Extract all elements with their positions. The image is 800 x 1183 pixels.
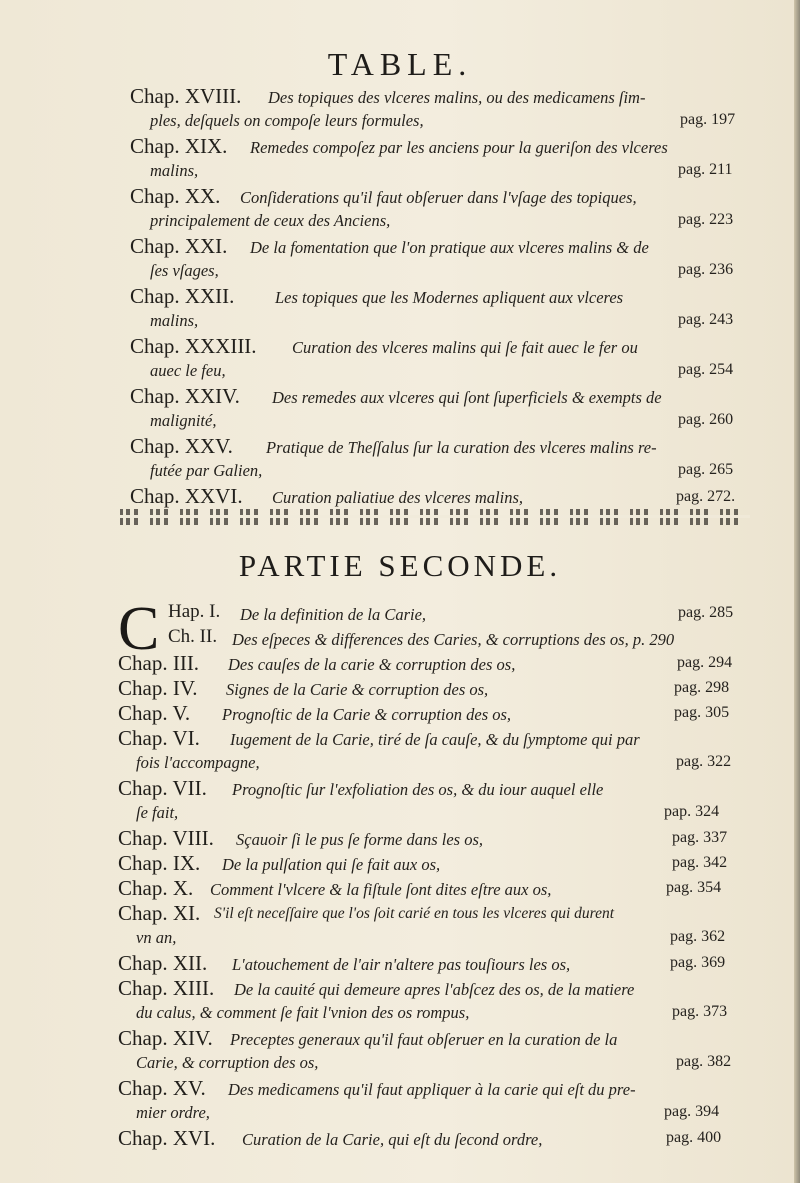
page-reference: pag. 369 <box>670 954 726 971</box>
toc-entry <box>0 234 800 284</box>
chapter-number: Chap. XIII. <box>118 976 215 1000</box>
toc-entry <box>0 1026 800 1076</box>
toc-entry <box>0 1126 800 1151</box>
chapter-number: Chap. XXIV. <box>130 384 240 408</box>
chapter-number: Chap. XXVI. <box>130 484 243 508</box>
chapter-title-cont: ples, deſquels on compoſe leurs formules, <box>150 111 424 130</box>
page-reference: pag. 265 <box>678 461 734 478</box>
chapter-number: Chap. XX. <box>130 184 221 208</box>
chapter-title: Des eſpeces & differences des Caries, & corruptions des os, p. 290 <box>232 630 675 649</box>
chapter-title: Curation de la Carie, qui eſt du ſecond ordre, <box>242 1130 543 1149</box>
chapter-number: Chap. XII. <box>118 951 208 975</box>
part-heading: PARTIE SECONDE. <box>238 548 562 583</box>
chapter-number: Chap. IX. <box>118 851 201 875</box>
chapter-number: Chap. VII. <box>118 776 207 800</box>
page-reference: pag. 362 <box>670 928 726 945</box>
page-reference: pag. 211 <box>678 161 733 178</box>
chapter-number: Chap. XXII. <box>130 284 235 308</box>
chapter-title: De la definition de la Carie, <box>240 605 427 624</box>
chapter-title-cont: futée par Galien, <box>150 461 263 480</box>
chapter-number: Chap. VIII. <box>118 826 214 850</box>
toc-entry <box>0 1076 800 1126</box>
page-reference: pag. 285 <box>678 604 734 621</box>
chapter-title: Des remedes aux vlceres qui ſont ſuperficiels & exempts de <box>272 388 662 407</box>
drop-cap-letter: C <box>118 595 160 663</box>
page-reference: pag. 394 <box>664 1103 720 1120</box>
chapter-number: Chap. XIX. <box>130 134 228 158</box>
chapter-title: De la fomentation que l'on pratique aux vlceres malins & de <box>250 238 649 257</box>
chapter-number: Chap. XXXIII. <box>130 334 257 358</box>
toc-entry <box>0 601 800 626</box>
chapter-title: Comment l'vlcere & la fiſtule ſont dites eſtre aux os, <box>210 880 552 899</box>
chapter-number: Chap. X. <box>118 876 194 900</box>
page-reference: pag. 373 <box>672 1003 728 1020</box>
page-reference: pag. 382 <box>676 1053 732 1070</box>
chapter-title-cont: malins, <box>150 161 199 180</box>
chapter-title: Iugement de la Carie, tiré de ſa cauſe, & du ſymptome qui par <box>230 730 640 749</box>
page-title: TABLE. <box>327 46 473 82</box>
toc-entry <box>0 851 800 876</box>
page-reference: pag. 294 <box>677 654 733 671</box>
page-reference: pag. 236 <box>678 261 734 278</box>
page-reference: pag. 254 <box>678 361 734 378</box>
chapter-title: Conſiderations qu'il faut obſeruer dans l'vſage des topiques, <box>240 188 637 207</box>
chapter-title-cont: ſes vſages, <box>150 261 219 280</box>
chapter-title: Signes de la Carie & corruption des os, <box>226 680 489 699</box>
chapter-title: De la pulſation qui ſe fait aux os, <box>222 855 441 874</box>
toc-entry <box>0 434 800 484</box>
toc-entry <box>0 626 800 651</box>
chapter-title: Des cauſes de la carie & corruption des os, <box>228 655 516 674</box>
toc-entry <box>0 876 800 901</box>
chapter-title: Des medicamens qu'il faut appliquer à la carie qui eſt du pre- <box>228 1080 636 1099</box>
chapter-number: Chap. VI. <box>118 726 200 750</box>
chapter-title: Des topiques des vlceres malins, ou des medicamens ſim- <box>268 88 646 107</box>
toc-entry <box>0 776 800 826</box>
page-reference: pag. 354 <box>666 879 722 896</box>
chapter-title-cont: fois l'accompagne, <box>136 753 260 772</box>
chapter-title-cont: principalement de ceux des Anciens, <box>150 211 391 230</box>
chapter-title: Curation paliatiue des vlceres malins, <box>272 488 523 507</box>
page-reference: pag. 400 <box>666 1129 722 1146</box>
page-reference: pag. 337 <box>672 829 728 846</box>
toc-entry <box>0 334 800 384</box>
chapter-title-cont: malins, <box>150 311 199 330</box>
chapter-title-cont: ſe fait, <box>136 803 179 822</box>
toc-entry <box>0 651 800 676</box>
toc-entry <box>0 701 800 726</box>
toc-entry <box>0 976 800 1026</box>
page-reference: pag. 197 <box>680 111 736 128</box>
chapter-title-cont: auec le feu, <box>150 361 226 380</box>
chapter-title: Preceptes generaux qu'il faut obſeruer en la curation de la <box>230 1030 618 1049</box>
page-reference: pag. 243 <box>678 311 734 328</box>
chapter-number: Chap. XXV. <box>130 434 233 458</box>
chapter-number: Chap. XXI. <box>130 234 228 258</box>
page-reference: pap. 324 <box>664 803 720 820</box>
chapter-number: Chap. XVIII. <box>130 84 242 108</box>
chapter-title: Remedes compoſez par les anciens pour la gueriſon des vlceres <box>250 138 668 157</box>
chapter-title: Sçauoir ſi le pus ſe forme dans les os, <box>236 830 484 849</box>
toc-entry <box>0 676 800 701</box>
chapter-number: Chap. XI. <box>118 901 201 925</box>
chapter-number: Chap. XIV. <box>118 1026 213 1050</box>
chapter-title-cont: vn an, <box>136 928 177 947</box>
ornamental-divider <box>120 509 750 525</box>
chapter-number: Chap. III. <box>118 651 200 675</box>
chapter-number: Ch. II. <box>168 626 218 647</box>
toc-entry <box>0 384 800 434</box>
chapter-title: Curation des vlceres malins qui ſe fait auec le fer ou <box>292 338 638 357</box>
chapter-title: L'atouchement de l'air n'altere pas touſiours les os, <box>232 955 571 974</box>
chapter-title: De la cauité qui demeure apres l'abſcez des os, de la matiere <box>234 980 635 999</box>
toc-part2 <box>0 601 800 1151</box>
chapter-title-cont: mier ordre, <box>136 1103 210 1122</box>
toc-entry <box>0 284 800 334</box>
chapter-title-cont: du calus, & comment ſe fait l'vnion des os rompus, <box>136 1003 470 1022</box>
chapter-title: S'il eſt neceſſaire que l'os ſoit carié en tous les vlceres qui durent <box>214 905 615 922</box>
toc-entry <box>0 134 800 184</box>
chapter-title-cont: Carie, & corruption des os, <box>136 1053 319 1072</box>
chapter-number: Chap. IV. <box>118 676 198 700</box>
toc-entry <box>0 84 800 134</box>
page-reference: pag. 322 <box>676 753 732 770</box>
toc-part1 <box>0 84 800 514</box>
toc-entry <box>0 901 800 951</box>
toc-entry <box>0 184 800 234</box>
chapter-number: Hap. I. <box>168 601 221 622</box>
chapter-number: Chap. XV. <box>118 1076 206 1100</box>
page-reference: pag. 298 <box>674 679 730 696</box>
chapter-title: Prognoſtic ſur l'exfoliation des os, & du iour auquel elle <box>232 780 604 799</box>
chapter-title: Prognoſtic de la Carie & corruption des os, <box>222 705 512 724</box>
page-reference: pag. 223 <box>678 211 734 228</box>
page-reference: pag. 305 <box>674 704 730 721</box>
chapter-number: Chap. XVI. <box>118 1126 216 1150</box>
toc-entry <box>0 826 800 851</box>
chapter-number: Chap. V. <box>118 701 191 725</box>
chapter-title: Pratique de Theſſalus ſur la curation des vlceres malins re- <box>266 438 657 457</box>
page-reference: pag. 342 <box>672 854 728 871</box>
chapter-title: Les topiques que les Modernes apliquent aux vlceres <box>275 288 624 307</box>
toc-entry <box>0 726 800 776</box>
page-reference: pag. 272. <box>676 488 736 505</box>
chapter-title-cont: malignité, <box>150 411 217 430</box>
toc-entry <box>0 951 800 976</box>
page-reference: pag. 260 <box>678 411 734 428</box>
